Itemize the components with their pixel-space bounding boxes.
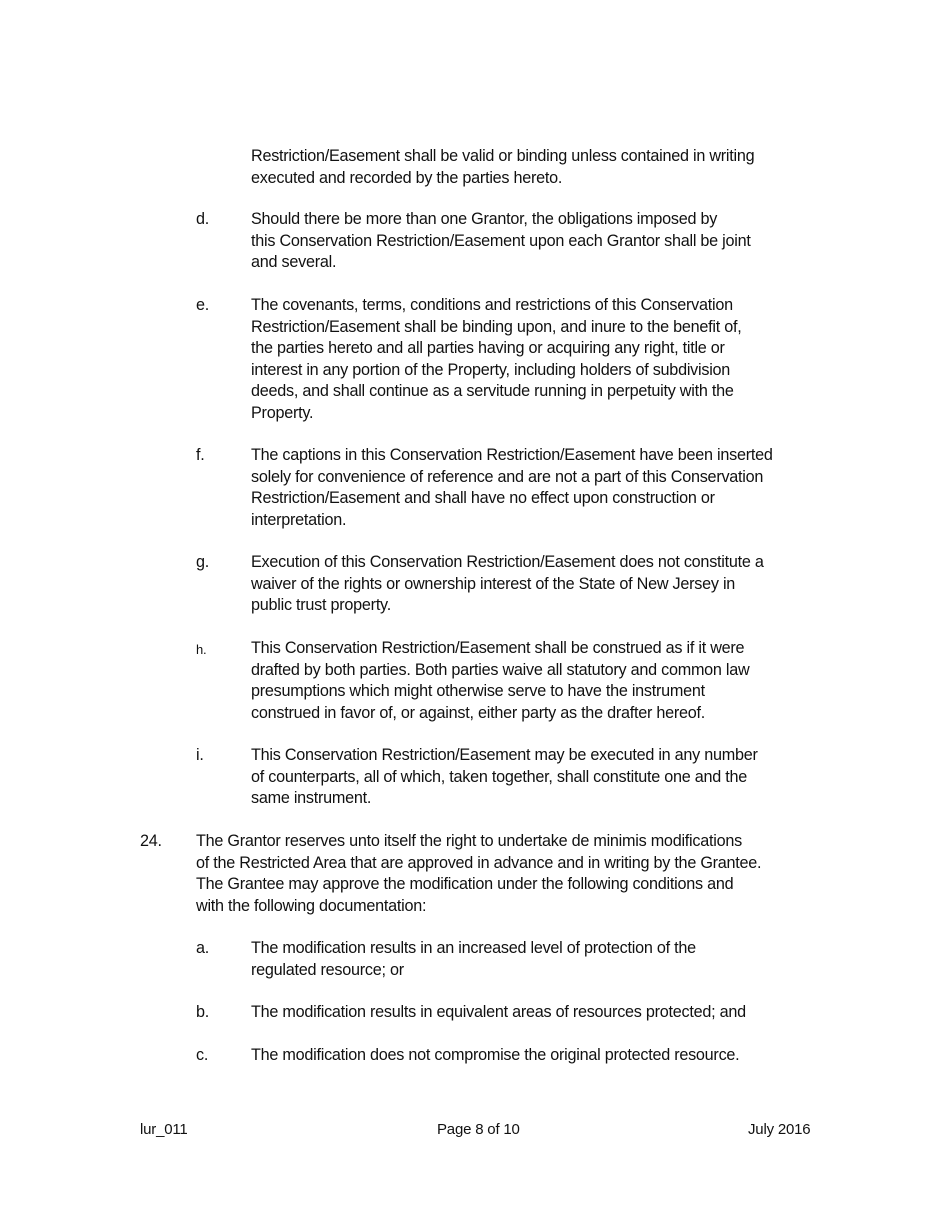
paragraph-line: interpretation.	[251, 510, 347, 529]
item-text-g	[251, 552, 764, 617]
paragraph-line: of counterparts, all of which, taken together, shall constitute one and the	[251, 767, 747, 786]
item-text-h	[251, 638, 749, 724]
item-marker-i: i.	[196, 746, 204, 764]
item-marker-d: d.	[196, 210, 210, 228]
paragraph-line: The Grantor reserves unto itself the right to undertake de minimis modifications	[196, 832, 742, 850]
continuation-paragraph	[251, 146, 754, 189]
paragraph-line: Execution of this Conservation Restriction/Easement does not constitute a	[251, 553, 764, 571]
item-marker-g: g.	[196, 553, 210, 571]
paragraph-line: Property.	[251, 403, 314, 422]
paragraph-line: public trust property.	[251, 596, 391, 615]
paragraph-line: this Conservation Restriction/Easement upon each Grantor shall be joint	[251, 231, 751, 250]
paragraph-line: The modification results in an increased level of protection of the	[251, 939, 696, 957]
subitem-marker-a: a.	[196, 939, 210, 957]
paragraph-line: regulated resource; or	[251, 960, 404, 979]
item-marker-e: e.	[196, 296, 210, 314]
paragraph-line: The modification does not compromise the original protected resource.	[251, 1046, 740, 1064]
item-text-d	[251, 209, 751, 274]
paragraph-line: waiver of the rights or ownership interest of the State of New Jersey in	[251, 574, 736, 593]
item-marker-h: h.	[196, 642, 207, 657]
paragraph-line: drafted by both parties. Both parties waive all statutory and common law	[251, 660, 750, 679]
paragraph-line: solely for convenience of reference and are not a part of this Conservation	[251, 467, 764, 486]
section-text-24	[196, 831, 761, 917]
paragraph-line: interest in any portion of the Property, including holders of subdivision	[251, 360, 731, 379]
paragraph-line: same instrument.	[251, 789, 372, 808]
footer-date: July 2016	[748, 1121, 811, 1138]
paragraph-line: Restriction/Easement shall be valid or binding unless contained in writing	[251, 147, 755, 165]
subitem-text-a	[251, 938, 696, 981]
subitem-text-b	[251, 1002, 746, 1024]
paragraph-line: The covenants, terms, conditions and restrictions of this Conservation	[251, 296, 733, 314]
footer-page-number: Page 8 of 10	[437, 1121, 520, 1138]
subitem-marker-b: b.	[196, 1003, 210, 1021]
paragraph-line: The captions in this Conservation Restriction/Easement have been inserted	[251, 446, 773, 464]
paragraph-line: Restriction/Easement shall be binding upon, and inure to the benefit of,	[251, 317, 742, 336]
paragraph-line: The Grantee may approve the modification under the following conditions and	[196, 875, 734, 894]
item-text-f	[251, 445, 773, 531]
item-text-e	[251, 295, 741, 425]
section-marker-24: 24.	[140, 832, 162, 850]
paragraph-line: Should there be more than one Grantor, the obligations imposed by	[251, 210, 718, 228]
footer-form-id: lur_011	[140, 1121, 188, 1138]
subitem-text-c	[251, 1045, 739, 1067]
paragraph-line: with the following documentation:	[196, 896, 427, 915]
paragraph-line: The modification results in equivalent areas of resources protected; and	[251, 1003, 746, 1021]
subitem-marker-c: c.	[196, 1046, 209, 1064]
paragraph-line: This Conservation Restriction/Easement shall be construed as if it were	[251, 639, 745, 657]
paragraph-line: executed and recorded by the parties hereto.	[251, 168, 563, 187]
item-text-i	[251, 745, 758, 810]
paragraph-line: and several.	[251, 253, 337, 272]
paragraph-line: deeds, and shall continue as a servitude running in perpetuity with the	[251, 382, 734, 401]
paragraph-line: This Conservation Restriction/Easement may be executed in any number	[251, 746, 758, 764]
paragraph-line: the parties hereto and all parties having or acquiring any right, title or	[251, 339, 725, 358]
paragraph-line: Restriction/Easement and shall have no effect upon construction or	[251, 489, 715, 508]
paragraph-line: construed in favor of, or against, either party as the drafter hereof.	[251, 703, 705, 722]
paragraph-line: of the Restricted Area that are approved in advance and in writing by the Grantee.	[196, 853, 762, 872]
paragraph-line: presumptions which might otherwise serve to have the instrument	[251, 682, 705, 701]
item-marker-f: f.	[196, 446, 205, 464]
